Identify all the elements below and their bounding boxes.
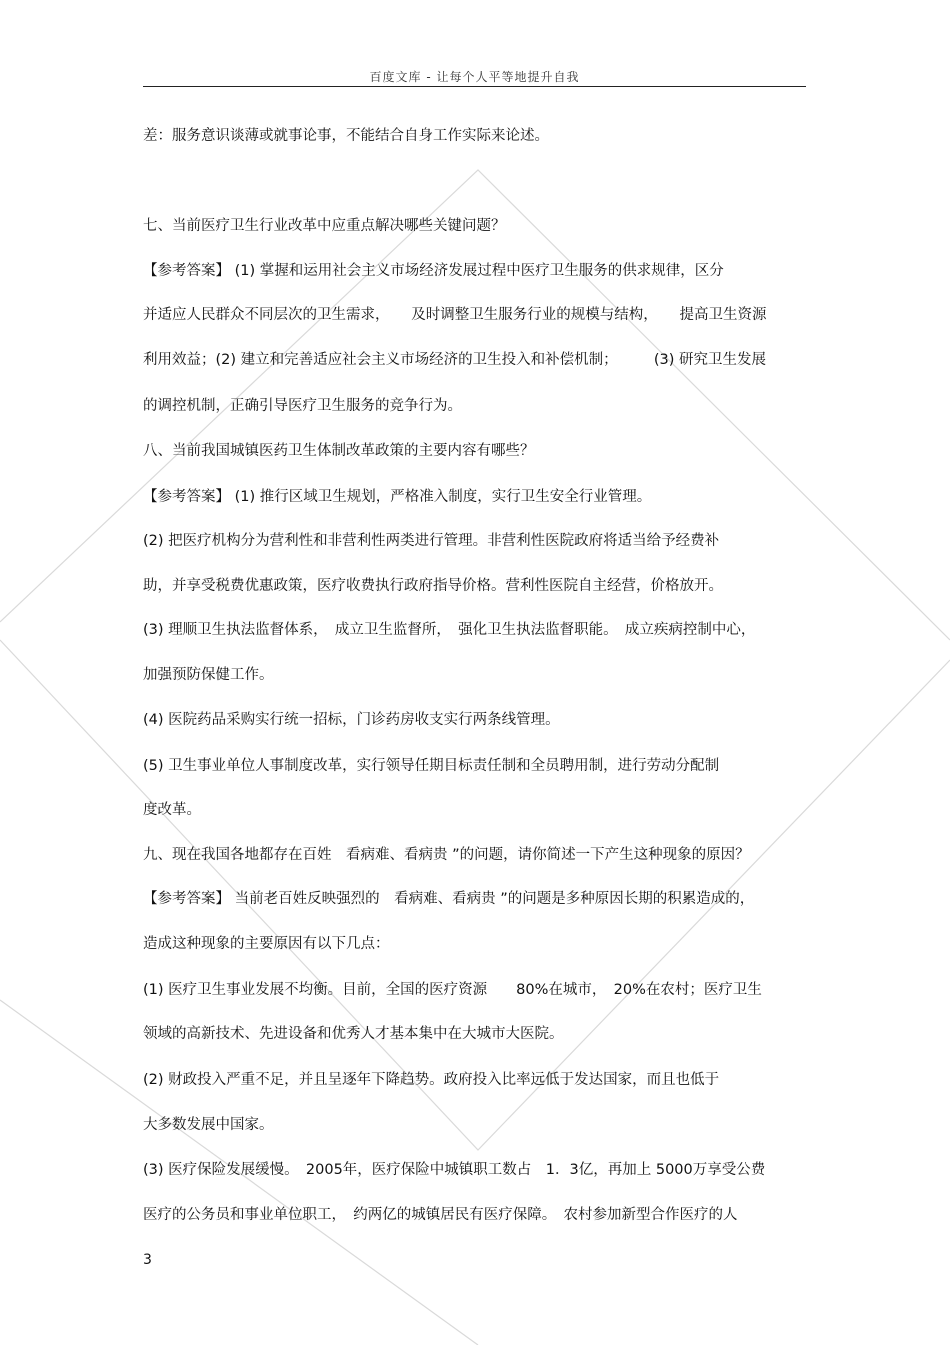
text-line: 助，并享受税费优惠政策，医疗收费执行政府指导价格。营利性医院自主经营，价格放开。 [143, 578, 723, 594]
text-line: 度改革。 [143, 802, 201, 818]
text-line: 大多数发展中国家。 [143, 1117, 274, 1133]
text-line: 【参考答案】 (1) 掌握和运用社会主义市场经济发展过程中医疗卫生服务的供求规律，区分 [143, 263, 724, 279]
question-heading: 八、当前我国城镇医药卫生体制改革政策的主要内容有哪些？ [143, 443, 535, 459]
text-line: (1) 医疗卫生事业发展不均衡。目前，全国的医疗资源 80%在城市， 20%在农村；医疗卫生 [143, 982, 762, 998]
question-heading: 九、现在我国各地都存在百姓 看病难、看病贵 ”的问题，请你简述一下产生这种现象的原因？ [143, 847, 750, 863]
text-line: 利用效益；(2) 建立和完善适应社会主义市场经济的卫生投入和补偿机制； (3) 研究卫生发展 [143, 352, 767, 368]
page-header: 百度文库 - 让每个人平等地提升自我 [369, 70, 580, 84]
text-line: 领域的高新技术、先进设备和优秀人才基本集中在大城市大医院。 [143, 1026, 564, 1042]
text-line: 医疗的公务员和事业单位职工， 约两亿的城镇居民有医疗保障。 农村参加新型合作医疗的人 [143, 1207, 738, 1223]
text-line: 的调控机制，正确引导医疗卫生服务的竞争行为。 [143, 398, 462, 414]
header-rule [143, 86, 806, 87]
text-line: 【参考答案】 当前老百姓反映强烈的 看病难、看病贵 ”的问题是多种原因长期的积累造成的， [143, 891, 755, 907]
text-line: (3) 理顺卫生执法监督体系， 成立卫生监督所， 强化卫生执法监督职能。 成立疾病控制中心， [143, 622, 756, 638]
text-line: 差：服务意识谈薄或就事论事，不能结合自身工作实际来论述。 [143, 128, 549, 144]
text-line: (3) 医疗保险发展缓慢。 2005年，医疗保险中城镇职工数占 1．3亿，再加上 5000万享受公费 [143, 1162, 766, 1178]
text-line: 加强预防保健工作。 [143, 667, 274, 683]
question-heading: 七、当前医疗卫生行业改革中应重点解决哪些关键问题？ [143, 218, 506, 234]
text-line: (4) 医院药品采购实行统一招标，门诊药房收支实行两条线管理。 [143, 712, 560, 728]
text-line: (5) 卫生事业单位人事制度改革，实行领导任期目标责任制和全员聘用制，进行劳动分配制 [143, 758, 720, 774]
text-line: (2) 财政投入严重不足，并且呈逐年下降趋势。政府投入比率远低于发达国家，而且也低于 [143, 1072, 720, 1088]
page-number: 3 [143, 1252, 152, 1268]
text-line: (2) 把医疗机构分为营利性和非营利性两类进行管理。非营利性医院政府将适当给予经费补 [143, 533, 720, 549]
text-line: 并适应人民群众不同层次的卫生需求， 及时调整卫生服务行业的规模与结构， 提高卫生资源 [143, 307, 767, 323]
text-line: 造成这种现象的主要原因有以下几点： [143, 936, 390, 952]
text-line: 【参考答案】 (1) 推行区域卫生规划，严格准入制度，实行卫生安全行业管理。 [143, 489, 652, 505]
